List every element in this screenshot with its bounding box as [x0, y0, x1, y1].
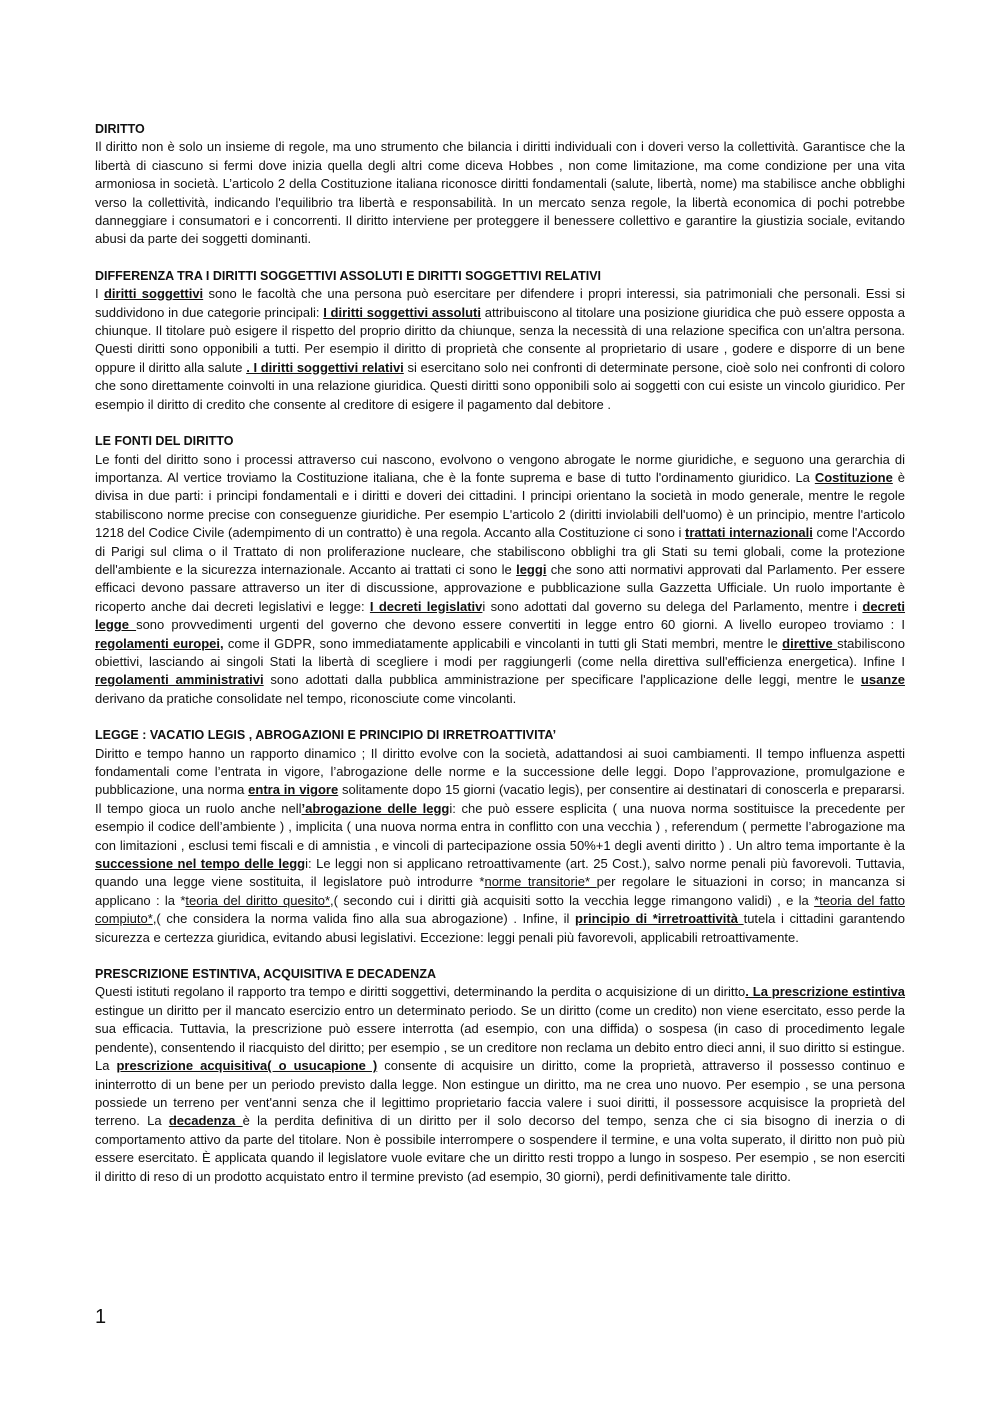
key-term: Costituzione [814, 469, 893, 485]
body-text: è la perdita definitiva di un diritto per il solo decorso del tempo, senza che ci sia bisogno di inerzia o di comportamento attivo da parte del titolare. Non è possibile interrompere o sospendere il termine, e una volta superato, il diritto non può più essere esercitato. È applicata quando il legislatore vuole evitare che un diritto resti troppo a lungo in sospeso. Per esempio , se non eserciti il diritto di reso di un prodotto acquistato entro il termine previsto (ad esempio, 30 giorni), perdi definitivamente tale diritto. [95, 1113, 905, 1184]
body-text: ,( secondo cui i diritti già acquisiti sotto la vecchia legge rimangono validi) , e la [330, 892, 815, 908]
underlined-text: norme transitorie* [484, 874, 597, 890]
body-text: ,( che considera la norma valida fino alla sua abrogazione) . Infine, il [152, 911, 575, 927]
body-text: Diritto e tempo hanno un rapporto dinamico ; Il diritto evolve con la società, adattandosi ai suoi cambiamenti. Il tempo influenza aspetti fondamentali come l’entrata in vigore, l’abrogazione delle norme e la successione delle leggi. Dopo l’approvazione, promulgazione e pubblicazione, una norma [95, 745, 905, 798]
body-text: si esercitano solo nei confronti di determinate persone, cioè solo nei confronti di coloro che sono direttamente coinvolti in una relazione giuridica. Questi diritti sono opponibili solo ai soggetti con cui esiste un vincolo giuridico. Per esempio il diritto di credito che consente al creditore di esigere il pagamento dal debitore . [95, 359, 906, 412]
underlined-text: *teoria del fatto compiuto* [95, 892, 905, 927]
key-term: trattati internazionali [685, 525, 813, 541]
key-term: I decreti legislativ [369, 598, 483, 614]
key-term: principio di *irretroattività [575, 911, 744, 927]
section-heading: LE FONTI DEL DIRITTO [95, 434, 234, 449]
key-term: ’abrogazione delle legg [301, 800, 450, 816]
section [95, 726, 905, 947]
section-heading: DIRITTO [95, 122, 145, 136]
section-heading: PRESCRIZIONE ESTINTIVA, ACQUISITIVA E DECADENZA [95, 967, 436, 982]
body-text: sono le facoltà che una persona può esercitare per difendere i propri interessi, sia patrimoniali che personali. Essi si suddividono in due categorie principali: [95, 286, 906, 320]
body-text: estingue un diritto per il mancato esercizio entro un determinato periodo. Se un diritto (come un credito) non viene esercitato, esso perde la sua efficacia. Tuttavia, la prescrizione può essere interrotta (ad esempio, con una diffida) o sospesa (in caso di procedimento legale pendente), consentendo il riacquisto del diritto; per esempio , se un creditore non reclama un debito entro dieci anni, il suo diritto si estingue. La [95, 1002, 905, 1074]
section-body [95, 451, 905, 709]
key-term: regolamenti amministrativi [95, 672, 264, 688]
section [95, 965, 905, 1186]
page-number: 1 [95, 1306, 107, 1328]
section [95, 267, 905, 414]
section-body [95, 983, 905, 1185]
body-text: consente di acquisire un diritto, come la proprietà, attraverso il possesso continuo e ininterrotto di un bene per un periodo previsto dalla legge. Non estingue un diritto, ma ne crea uno nuovo. Per esempio , se una persona possiede un terreno per vent'anni senza che il legittimo proprietario faccia valere i suoi diritti, il possessore acquisisce la proprietà del terreno. La [95, 1058, 905, 1129]
key-term: successione nel tempo delle legg [95, 856, 306, 872]
body-text: come l'Accordo di Parigi sul clima o il Trattato di non proliferazione nucleare, che stabiliscono obblighi tra gli Stati su temi globali, come la protezione dell'ambiente e la sicurezza internazionale. Accanto ai trattati ci sono le [95, 525, 906, 577]
section-body [95, 285, 905, 414]
body-text: i: che può essere esplicita ( una nuova norma sostituisce la precedente per esempio il codice dell’ambiente ) , implicita ( una nuova norma entra in conflitto con una vecchia ) , referendum ( permette l’abrogazione ma con limitazioni , esclusi temi fiscali e di amnistia , e vincoli di partecipazione ossia 50%+1 degli aventi diritto ) . Un altro tema importante è la [95, 800, 905, 853]
key-term: regolamenti europei, [95, 635, 224, 651]
body-text: Il diritto non è solo un insieme di regole, ma uno strumento che bilancia i diritti individuali con i doveri verso la collettività. Garantisce che la libertà di ciascuno si fermi dove inizia quella degli altri come diceva Hobbes , non come limitazione, ma come condizione per una vita armoniosa in società. L’articolo 2 della Costituzione italiana riconosce diritti fondamentali (salute, libertà, nome) ma stabilisce anche obblighi verso la collettività, indicando l'equilibrio tra libertà e responsabilità. In un mercato senza regole, la libertà economica di pochi potrebbe danneggiare i consumatori e i concorrenti. Il diritto interviene per proteggere il benessere collettivo e garantire la giustizia sociale, evitando abusi da parte dei soggetti dominanti. [95, 139, 905, 247]
key-term: usanze [860, 672, 905, 688]
section-body [95, 745, 905, 947]
body-text: come il GDPR, sono immediatamente applicabili e vincolanti in tutti gli Stati membri, mentre le [223, 635, 783, 651]
body-text: solitamente dopo 15 giorni (vacatio legis), per consentire ai destinatari di conoscerla e prepararsi. Il tempo gioca un ruolo anche nell [95, 782, 905, 816]
body-text: stabiliscono obiettivi, lasciando ai singoli Stati la libertà di scegliere i modi per raggiungerli (come nella direttiva sull'efficienza energetica). Infine I [95, 635, 905, 669]
section-heading: LEGGE : VACATIO LEGIS , ABROGAZIONI E PRINCIPIO DI IRRETROATTIVITA’ [95, 728, 557, 743]
body-text: che sono atti normativi approvati dal Parlamento. Per essere efficaci devono passare attraverso un iter di discussione, approvazione e pubblicazione sulla Gazzetta Ufficiale. Un ruolo importante è ricoperto anche dai decreti legislativi e legge: [95, 561, 906, 614]
key-term: decadenza [168, 1113, 243, 1129]
key-term: leggi [516, 561, 547, 577]
key-term: entra in vigore [248, 782, 339, 798]
underlined-text: teoria del diritto quesito* [185, 892, 331, 908]
document-page [95, 120, 905, 1204]
key-term: I diritti soggettivi assoluti [323, 304, 481, 320]
key-term: . I diritti soggettivi relativi [246, 359, 404, 375]
body-text: per regolare le situazioni in corso; in mancanza si applicano : la * [95, 874, 906, 908]
body-text: derivano da pratiche consolidate nel tempo, riconosciute come vincolanti. [95, 690, 517, 706]
section [95, 120, 905, 249]
body-text: tutela i cittadini garantendo sicurezza e certezza giuridica, evitando abusi legislativi. Eccezione: leggi penali più favorevoli, applicabili retroattivamente. [95, 911, 906, 945]
key-term: . La prescrizione estintiva [745, 984, 905, 1000]
section-heading: DIFFERENZA TRA I DIRITTI SOGGETTIVI ASSOLUTI E DIRITTI SOGGETTIVI RELATIVI [95, 268, 602, 283]
body-text: è divisa in due parti: i principi fondamentali e i diritti e doveri dei cittadini. I principi orientano la società in modo generale, mentre le regole stabiliscono norme precise con conseguenze giuridiche. Per esempio L'articolo 2 (diritti inviolabili dell'uomo) è un principio, mentre l'articolo 1218 del Codice Civile (adempimento di un contratto) è una regola. Accanto alla Costituzione ci sono i [95, 469, 906, 541]
body-text: sono provvedimenti urgenti del governo che devono essere convertiti in legge entro 60 giorni. A livello europeo troviamo : I [136, 617, 905, 633]
section-body [95, 138, 905, 248]
body-text: i sono adottati dal governo su delega del Parlamento, mentre i [482, 598, 863, 614]
body-text: attribuiscono al titolare una posizione giuridica che può essere opposta a chiunque. Il titolare può esigere il rispetto del proprio diritto da chiunque, senza la necessità di una relazione specifica con un'altra persona. Questi diritti sono opponibili a tutti. Per esempio il diritto di proprietà che consente al proprietario di usare , godere e disporre di un bene oppure il diritto alla salute [95, 304, 905, 375]
key-term: diritti soggettivi [103, 286, 204, 302]
key-term: prescrizione acquisitiva( o usucapione ) [116, 1058, 378, 1074]
body-text: Questi istituti regolano il rapporto tra tempo e diritti soggettivi, determinando la perdita o acquisizione di un diritto [95, 984, 746, 1000]
body-text: I [95, 286, 104, 302]
key-term: direttive [782, 635, 838, 651]
section [95, 432, 905, 708]
body-text: Le fonti del diritto sono i processi attraverso cui nascono, evolvono o vengono abrogate le norme giuridiche, e seguono una gerarchia di importanza. Al vertice troviamo la Costituzione italiana, che è la fonte suprema e base di tutto l'ordinamento giuridico. La [95, 451, 905, 485]
key-term: decreti legge [95, 598, 906, 633]
body-text: i: Le leggi non si applicano retroattivamente (art. 25 Cost.), salvo norme penali più favorevoli. Tuttavia, quando una legge viene sostituita, il legislatore può introdurre * [95, 856, 905, 890]
body-text: sono adottati dalla pubblica amministrazione per specificare l'applicazione delle leggi, mentre le [263, 672, 861, 688]
